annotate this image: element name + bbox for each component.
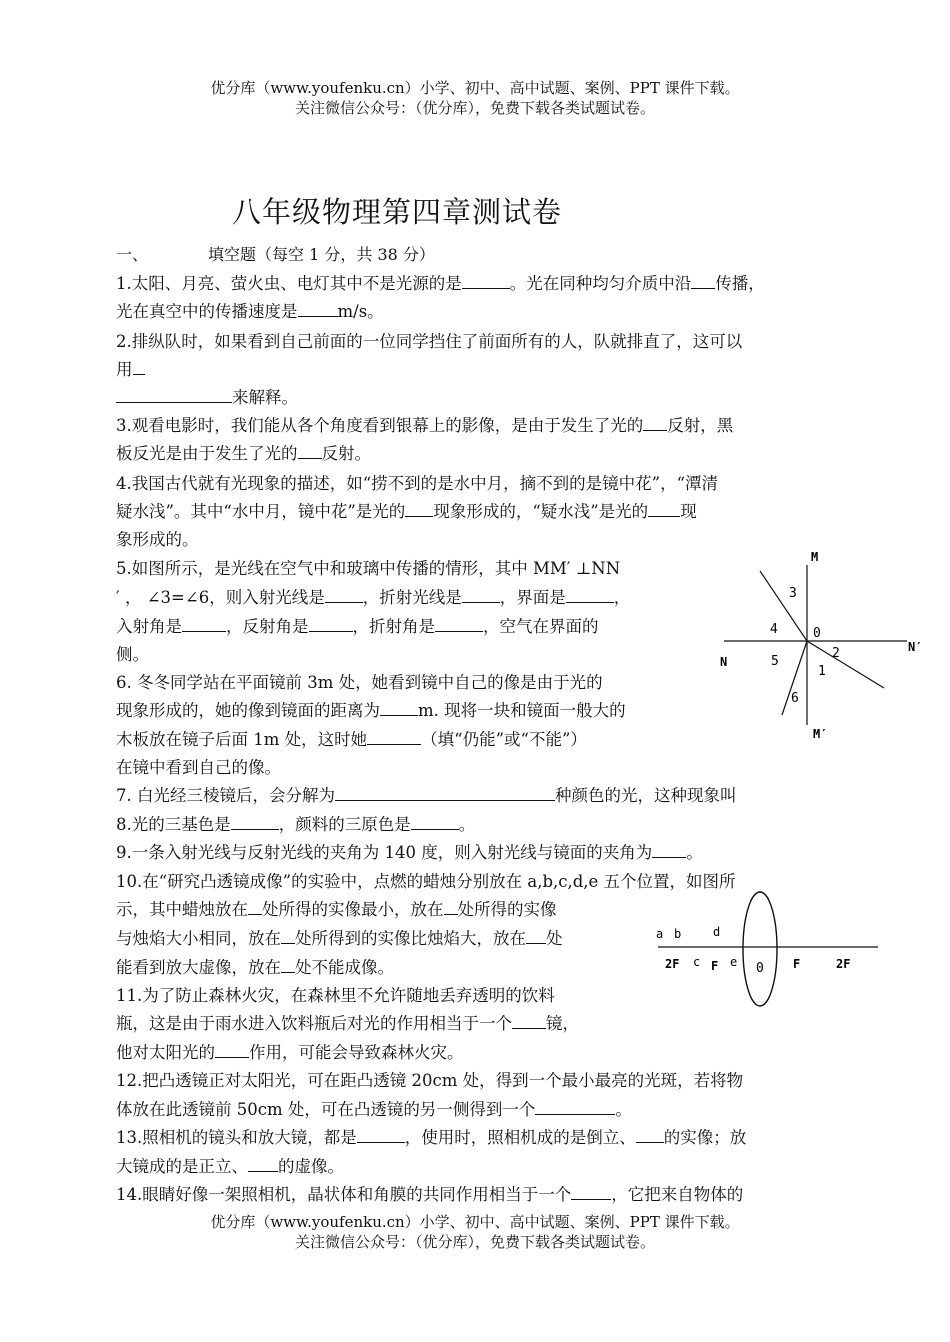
label-e: e	[730, 955, 738, 969]
q6-line-1: 6. 冬冬同学站在平面镜前 3m 处，她看到镜中自己的像是由于光的	[116, 673, 603, 692]
q6-line-4: 在镜中看到自己的像。	[116, 758, 281, 777]
q13-line-2: 大镜成的是正立、 的虚像。	[116, 1157, 344, 1176]
label-f-right: F	[793, 957, 801, 971]
q11-line-2: 瓶，这是由于雨水进入饮料瓶后对光的作用相当于一个 镜，	[116, 1014, 579, 1033]
q14-line-1: 14.眼睛好像一架照相机，晶状体和角膜的共同作用相当于一个 ，它把来自物体的	[116, 1185, 744, 1204]
label-3: 3	[789, 586, 797, 601]
q2-line-2: 用	[116, 356, 145, 380]
blank[interactable]	[248, 900, 262, 915]
q3-line-2: 板反光是由于发生了光的 反射。	[116, 444, 371, 463]
q3-line-1: 3.观看电影时，我们能从各个角度看到银幕上的影像，是由于发生了光的 反射，黑	[116, 416, 734, 435]
blank[interactable]	[380, 701, 418, 716]
q10-line-2: 示，其中蜡烛放在 处所得的实像最小，放在 处所得的实像	[116, 900, 557, 919]
header-line-1: 优分库（www.youfenku.cn）小学、初中、高中试题、案例、PPT 课件下载。	[210, 79, 740, 97]
label-c: c	[693, 955, 701, 969]
section-heading	[116, 242, 435, 265]
blank[interactable]	[462, 588, 500, 603]
label-o: 0	[756, 961, 764, 976]
label-2f-right: 2F	[836, 957, 851, 971]
q4-line-2: 疑水浅”。其中“水中月，镜中花”是光的 现象形成的，“疑水浅”是光的 现	[116, 502, 697, 521]
blank[interactable]	[182, 617, 226, 632]
q5-line-4: 侧。	[116, 645, 149, 664]
footer-line-2: 关注微信公众号：（优分库），免费下载各类试题试卷。	[294, 1233, 655, 1251]
blank[interactable]	[462, 274, 510, 289]
label-4: 4	[770, 622, 778, 637]
blank[interactable]	[325, 588, 363, 603]
q10-line-3: 与烛焰大小相同，放在 处所得到的实像比烛焰大，放在 处	[116, 929, 563, 948]
ray-upper	[760, 571, 807, 641]
label-d: d	[713, 925, 721, 939]
q11-line-3: 他对太阳光的 作用，可能会导致森林火灾。	[116, 1043, 464, 1062]
light-ray-diagram	[712, 545, 932, 745]
q1-line-1: 1.太阳、月亮、萤火虫、电灯其中不是光源的是 。光在同种均匀介质中沿 传播，	[116, 274, 765, 293]
blank[interactable]	[691, 274, 715, 289]
label-f-left: F	[711, 959, 719, 973]
q9-line-1: 9.一条入射光线与反射光线的夹角为 140 度，则入射光线与镜面的夹角为 。	[116, 843, 703, 862]
footer-line-1: 优分库（www.youfenku.cn）小学、初中、高中试题、案例、PPT 课件下载。	[210, 1213, 740, 1231]
label-1: 1	[818, 664, 826, 679]
blank[interactable]	[215, 1043, 249, 1058]
blank[interactable]	[512, 1014, 546, 1029]
blank[interactable]	[648, 502, 680, 517]
q6-line-2: 现象形成的，她的像到镜面的距离为 m. 现将一块和镜面一般大的	[116, 701, 626, 720]
blank[interactable]	[248, 1157, 278, 1172]
q11-line-1: 11.为了防止森林火灾，在森林里不允许随地丢弃透明的饮料	[116, 986, 555, 1005]
blank[interactable]	[133, 360, 145, 375]
q5-line-3: 入射角是 ，反射角是 ，折射角是 ，空气在界面的	[116, 617, 599, 636]
blank[interactable]	[535, 1100, 615, 1115]
label-n: N	[720, 655, 728, 669]
q1-line-2: 光在真空中的传播速度是 m/s。	[116, 302, 384, 321]
label-b: b	[674, 927, 682, 941]
q13-line-1: 13.照相机的镜头和放大镜，都是 ，使用时，照相机成的是倒立、 的实像；放	[116, 1128, 747, 1147]
q12-line-1: 12.把凸透镜正对太阳光，可在距凸透镜 20cm 处，得到一个最小最亮的光斑，若将物	[116, 1071, 744, 1090]
q2-line-1: 2.排纵队时，如果看到自己前面的一位同学挡住了前面所有的人，队就排直了，这可以	[116, 332, 743, 351]
blank[interactable]	[444, 900, 458, 915]
header-line-2: 关注微信公众号：（优分库），免费下载各类试题试卷。	[294, 99, 655, 117]
blank[interactable]	[281, 958, 295, 973]
label-m-prime: M′	[813, 727, 828, 741]
blank[interactable]	[309, 617, 353, 632]
q4-line-3: 象形成的。	[116, 530, 199, 549]
q5-line-1: 5.如图所示，是光线在空气中和玻璃中传播的情形，其中 MM′ ⊥NN	[116, 559, 621, 578]
label-2: 2	[832, 646, 840, 661]
section-number: 一、	[116, 245, 149, 264]
convex-lens-diagram	[652, 888, 882, 1010]
blank[interactable]	[636, 1128, 664, 1143]
blank[interactable]	[435, 617, 483, 632]
blank[interactable]	[652, 843, 686, 858]
blank[interactable]	[231, 815, 279, 830]
label-o: 0	[813, 626, 821, 641]
q10-line-1: 10.在“研究凸透镜成像”的实验中，点燃的蜡烛分别放在 a,b,c,d,e 五个位置，如图所	[116, 872, 736, 891]
blank[interactable]	[566, 588, 614, 603]
label-n-prime: N′	[908, 640, 923, 654]
label-2f-left: 2F	[665, 957, 680, 971]
blank[interactable]	[367, 730, 421, 745]
blank[interactable]	[335, 786, 555, 801]
label-6: 6	[791, 691, 799, 706]
blank[interactable]	[357, 1128, 405, 1143]
q12-line-2: 体放在此透镜前 50cm 处，可在凸透镜的另一侧得到一个 。	[116, 1100, 632, 1119]
q5-line-2: ′ ， ∠3=∠6，则入射光线是 ，折射光线是 ，界面是 ，	[116, 588, 631, 607]
q6-line-3: 木板放在镜子后面 1m 处，这时她 （填“仍能”或“不能”）	[116, 730, 587, 749]
q4-line-1: 4.我国古代就有光现象的描述，如“捞不到的是水中月，摘不到的是镜中花”，“潭清	[116, 474, 719, 493]
blank[interactable]	[298, 444, 322, 459]
label-m: M	[811, 550, 819, 564]
q10-line-4: 能看到放大虚像，放在 处不能成像。	[116, 958, 394, 977]
section-label: 填空题（每空 1 分，共 38 分）	[208, 245, 435, 264]
blank[interactable]	[281, 929, 295, 944]
blank[interactable]	[116, 388, 232, 403]
blank[interactable]	[643, 416, 667, 431]
blank[interactable]	[571, 1185, 611, 1200]
blank[interactable]	[411, 815, 459, 830]
q2-line-3: 来解释。	[116, 384, 298, 408]
page-title: 八年级物理第四章测试卷	[232, 195, 563, 229]
blank[interactable]	[526, 929, 546, 944]
blank[interactable]	[298, 302, 338, 317]
blank[interactable]	[405, 502, 433, 517]
label-5: 5	[771, 654, 779, 669]
lens	[743, 892, 777, 1006]
q8-line-1: 8.光的三基色是 ，颜料的三原色是 。	[116, 815, 476, 834]
label-a: a	[656, 927, 664, 941]
q7-line-1: 7. 白光经三棱镜后，会分解为 种颜色的光，这种现象叫	[116, 786, 737, 805]
